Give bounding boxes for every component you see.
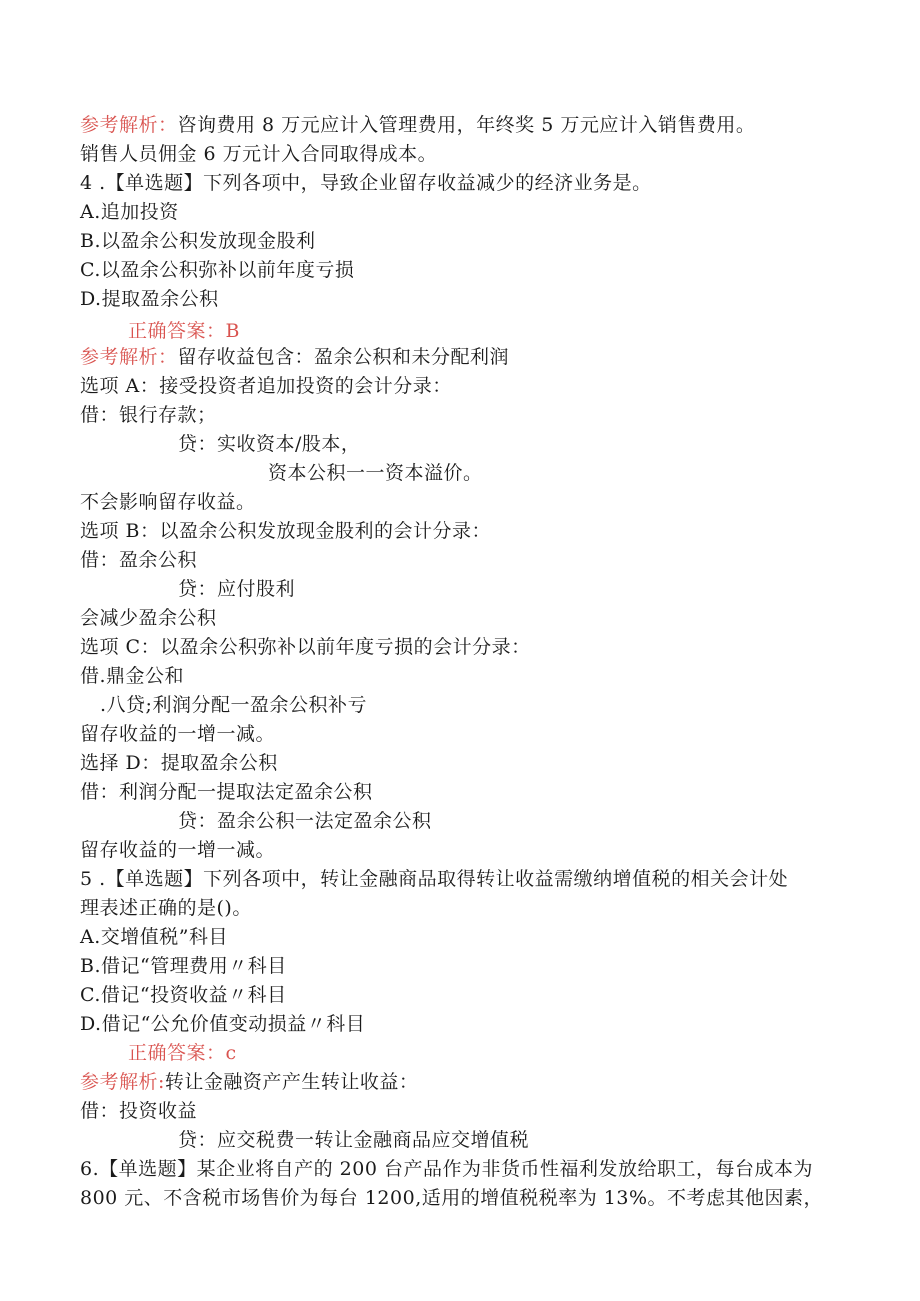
text-line: 不会影响留存收益。 [80,491,256,513]
text-line: 借：盈余公积 [80,549,198,571]
option-b: B.借记“管理费用〃科目 [80,955,287,977]
text-line: 留存收益的一增一减。 [80,839,276,861]
correct-answer: 正确答案：c [128,1042,237,1064]
option-c: C.借记“投资收益〃科目 [80,984,287,1006]
analysis-label: 参考解析: [80,1071,165,1093]
text-line: 贷：应交税费一转让金融商品应交增值税 [178,1129,530,1151]
text-line: 借：利润分配一提取法定盈余公积 [80,781,373,803]
analysis-label: 参考解析： [80,114,178,136]
option-a: A.交增值税”科目 [80,926,228,948]
question-6-title: 6.【单选题】某企业将自产的 200 台产品作为非货币性福利发放给职工，每台成本为 [80,1158,813,1180]
text-line: 借.鼎金公和 [80,665,185,687]
option-a: A.追加投资 [80,201,179,223]
text-line: 销售人员佣金 6 万元计入合同取得成本。 [80,143,438,165]
text-line: 选项 A：接受投资者追加投资的会计分录： [80,375,452,397]
option-c: C.以盈余公积弥补以前年度亏损 [80,259,355,281]
text-line: 会减少盈余公积 [80,607,217,629]
correct-answer: 正确答案：B [128,320,240,342]
analysis-line [80,344,509,370]
option-b: B.以盈余公积发放现金股利 [80,230,316,252]
option-d: D.借记“公允价值变动损益〃科目 [80,1013,366,1035]
text-line: 资本公积一一资本溢价。 [268,462,483,484]
analysis-line [80,1069,418,1095]
text-line: 选择 D：提取盈余公积 [80,752,278,774]
text-line: 借：投资收益 [80,1100,198,1122]
question-5-title-cont: 理表述正确的是()。 [80,897,252,919]
text-line: 选项 C：以盈余公积弥补以前年度亏损的会计分录： [80,636,531,658]
question-5-title: 5 .【单选题】下列各项中，转让金融商品取得转让收益需缴纳增值税的相关会计处 [80,868,789,890]
analysis-line [80,112,755,138]
text-line: 贷：应付股利 [178,578,296,600]
analysis-text: 咨询费用 8 万元应计入管理费用，年终奖 5 万元应计入销售费用。 [177,114,756,136]
analysis-text: 转让金融资产产生转让收益： [164,1071,419,1093]
analysis-label: 参考解析： [80,346,178,368]
text-line: 选项 B：以盈余公积发放现金股利的会计分录： [80,520,492,542]
text-line: 贷：实收资本/股本， [178,433,361,455]
question-4-title: 4 .【单选题】下列各项中，导致企业留存收益减少的经济业务是。 [80,172,652,194]
analysis-text: 留存收益包含：盈余公积和未分配利润 [177,346,510,368]
text-line: 留存收益的一增一减。 [80,723,276,745]
question-6-title-cont: 800 元、不含税市场售价为每台 1200,适用的增值税税率为 13%。不考虑其他因素， [80,1187,824,1209]
text-line: 借：银行存款； [80,404,217,426]
text-line: .八贷;利润分配一盈余公积补亏 [100,694,367,716]
text-line: 贷：盈余公积一法定盈余公积 [178,810,432,832]
option-d: D.提取盈余公积 [80,288,219,310]
